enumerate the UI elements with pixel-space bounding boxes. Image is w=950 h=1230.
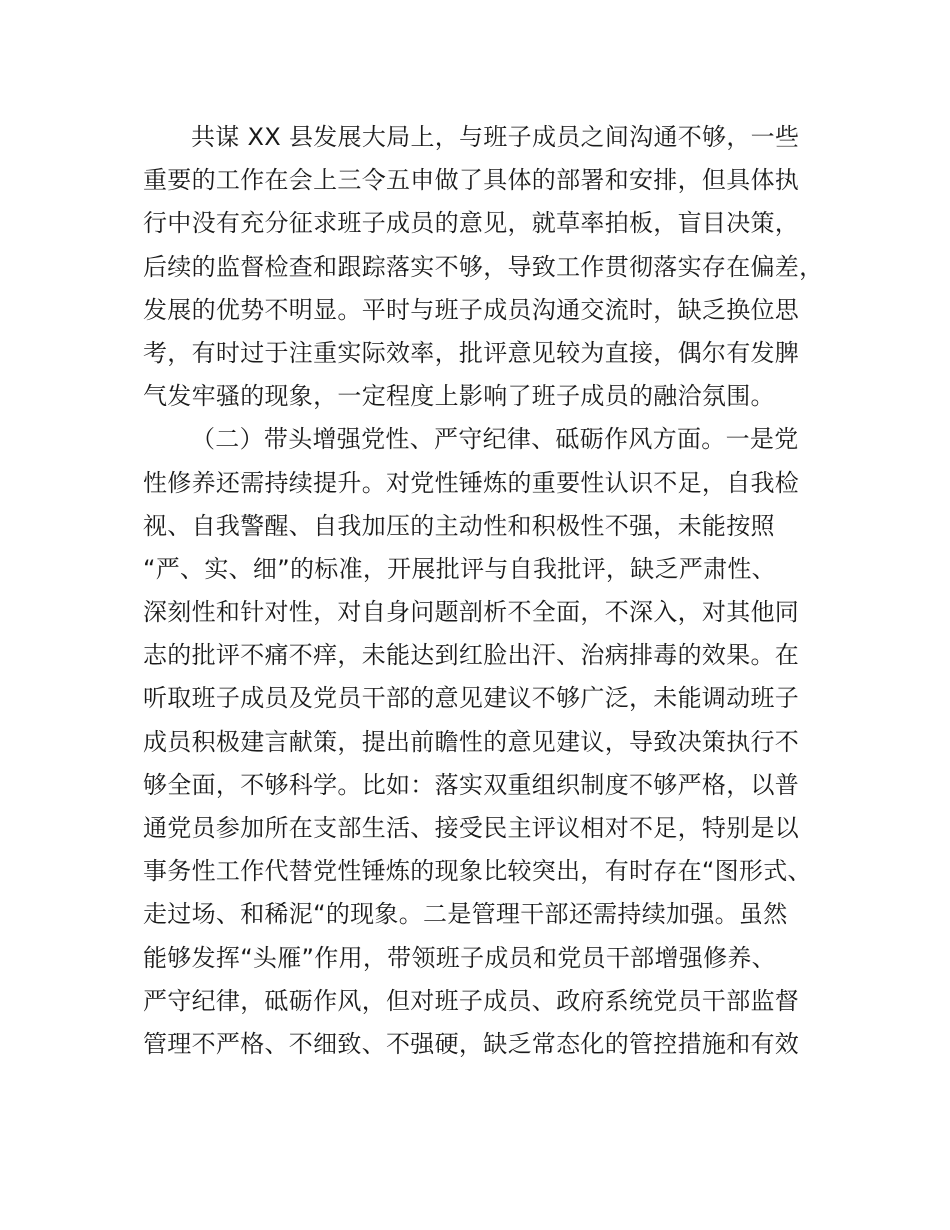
body-text [143,116,843,1066]
paragraph-1 [143,116,843,418]
paragraph-1-line: 行中没有充分征求班子成员的意见，就草率拍板，盲目决策， [143,209,800,238]
paragraph-1-line: 重要的工作在会上三令五申做了具体的部署和安排，但具体执 [143,166,800,195]
paragraph-2-line: 视、自我警醒、自我加压的主动性和积极性不强，未能按照 [143,511,775,540]
paragraph-1-line: 发展的优势不明显。平时与班子成员沟通交流时，缺乏换位思 [143,295,800,324]
paragraph-1-line: 气发牢骚的现象，一定程度上影响了班子成员的融洽氛围。 [143,382,775,411]
paragraph-2-line: 通党员参加所在支部生活、接受民主评议相对不足，特别是以 [143,814,800,842]
paragraph-1-line: 考，有时过于注重实际效率，批评意见较为直接，偶尔有发脾 [143,338,800,367]
paragraph-2-line: 听取班子成员及党员干部的意见建议不够广泛，未能调动班子 [143,684,800,713]
paragraph-2-line: 能够发挥“头雁”作用，带领班子成员和党员干部增强修养、 [143,943,776,972]
paragraph-1-line: 共谋 XX 县发展大局上，与班子成员之间沟通不够，一些 [191,123,800,151]
paragraph-2 [143,418,843,1066]
paragraph-1-line: 后续的监督检查和跟踪落实不够，导致工作贯彻落实存在偏差， [143,252,824,281]
paragraph-2-line: （二）带头增强党性、严守纪律、砥砺作风方面。一是党 [191,425,799,454]
paragraph-2-line: 事务性工作代替党性锤炼的现象比较突出，有时存在“图形式、 [143,857,812,886]
paragraph-2-line: 管理不严格、不细致、不强硬，缺乏常态化的管控措施和有效 [143,1029,800,1058]
paragraph-2-line: “严、实、细”的标准，开展批评与自我批评，缺乏严肃性、 [143,554,776,583]
paragraph-2-line: 深刻性和针对性，对自身问题剖析不全面，不深入，对其他同 [143,598,800,627]
paragraph-2-line: 走过场、和稀泥“的现象。二是管理干部还需持续加强。虽然 [143,900,788,929]
paragraph-2-line: 严守纪律，砥砺作风，但对班子成员、政府系统党员干部监督 [143,986,800,1015]
paragraph-2-line: 性修养还需持续提升。对党性锤炼的重要性认识不足，自我检 [143,468,800,497]
paragraph-2-line: 志的批评不痛不痒，未能达到红脸出汗、治病排毒的效果。在 [143,641,800,670]
paragraph-2-line: 成员积极建言献策，提出前瞻性的意见建议，导致决策执行不 [143,727,800,756]
paragraph-2-line: 够全面，不够科学。比如：落实双重组织制度不够严格，以普 [143,770,800,799]
